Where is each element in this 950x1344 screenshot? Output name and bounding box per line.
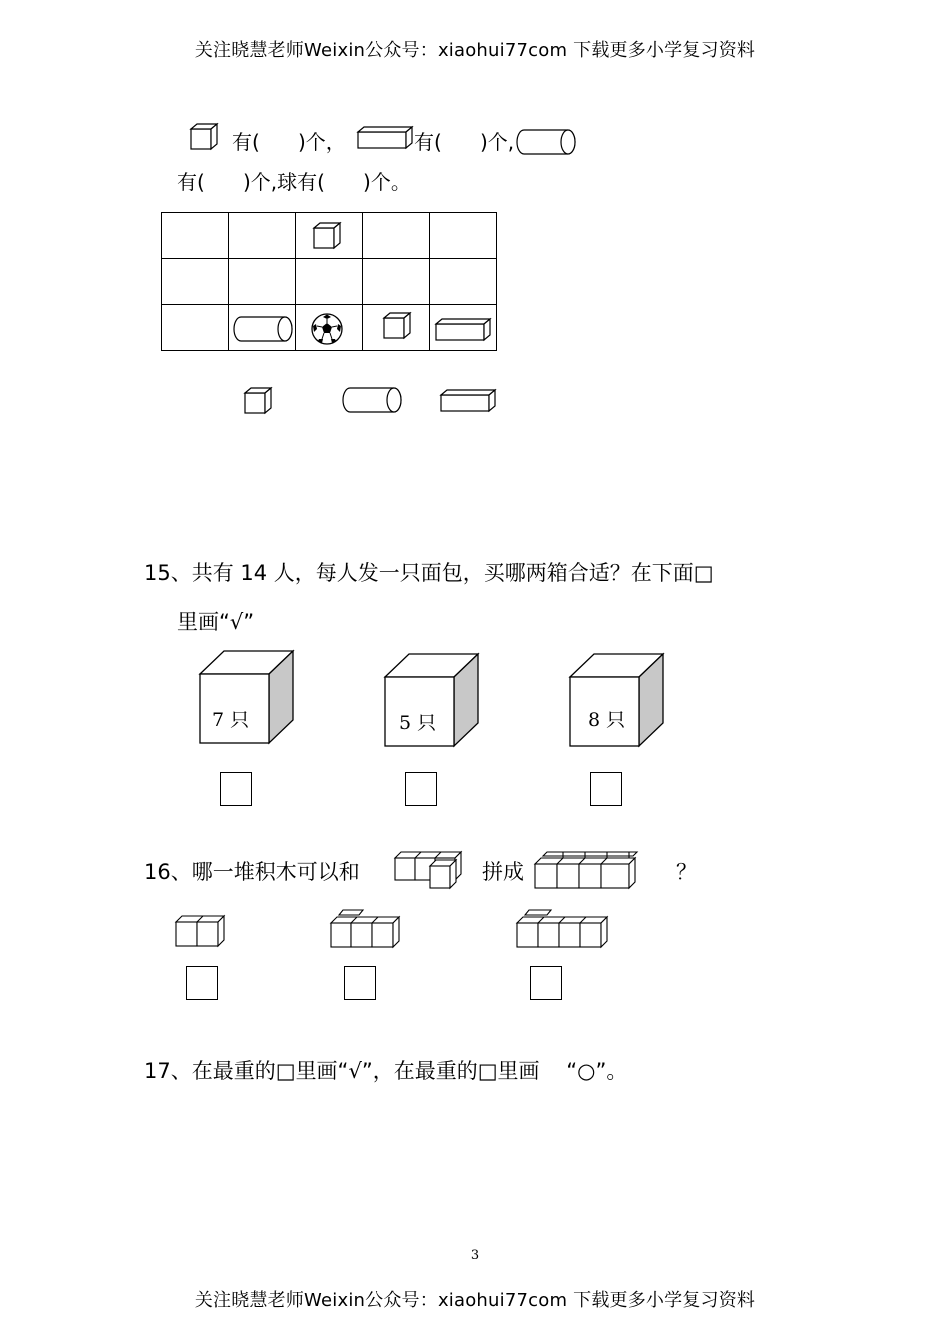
- bread-box-label: 7 只: [212, 709, 250, 731]
- bread-box-icon: [568, 653, 666, 749]
- cuboid-icon: [440, 389, 498, 413]
- soccer-ball-icon: [311, 313, 343, 345]
- q15-line2: 里画“√”: [177, 610, 255, 634]
- q15-line1: 15、共有 14 人，每人发一只面包，买哪两箱合适？在下面□: [144, 561, 714, 585]
- blocks-option-icon: [515, 907, 613, 949]
- q17-line: 17、在最重的□里画“√”，在最重的□里画 “○”。: [144, 1059, 628, 1083]
- page-footer: 关注晓慧老师Weixin公众号：xiaohui77com 下载更多小学复习资料: [194, 1290, 756, 1311]
- q16-text-c: ？: [676, 860, 697, 884]
- q16-text-a: 16、哪一堆积木可以和: [144, 860, 360, 884]
- q14-cuboid-text: 有( )个,: [414, 130, 515, 154]
- answer-box[interactable]: [344, 966, 376, 1000]
- cylinder-icon: [515, 129, 577, 155]
- cube-icon: [383, 312, 413, 340]
- page-number: 3: [470, 1248, 480, 1263]
- answer-box[interactable]: [186, 966, 218, 1000]
- q16-text-b: 拼成: [482, 860, 524, 884]
- bread-box-label: 8 只: [588, 709, 626, 731]
- blocks-icon: [393, 850, 469, 890]
- q14-cylinder-text: 有( )个,球有( )个。: [177, 170, 411, 194]
- bread-box-label: 5 只: [399, 712, 437, 734]
- answer-box[interactable]: [590, 772, 622, 806]
- cuboid-icon: [435, 318, 493, 342]
- answer-box[interactable]: [220, 772, 252, 806]
- page-header: 关注晓慧老师Weixin公众号：xiaohui77com 下载更多小学复习资料: [194, 40, 756, 61]
- answer-box[interactable]: [530, 966, 562, 1000]
- target-blocks-icon: [533, 850, 643, 892]
- cube-icon: [313, 222, 343, 250]
- cylinder-icon: [232, 316, 294, 342]
- cube-icon: [244, 387, 274, 415]
- cuboid-icon: [357, 126, 415, 150]
- cylinder-icon: [341, 387, 403, 413]
- blocks-option-icon: [174, 914, 230, 948]
- blocks-option-icon: [329, 907, 405, 949]
- q14-cube-text: 有( )个，: [232, 130, 346, 154]
- answer-box[interactable]: [405, 772, 437, 806]
- cube-icon: [190, 123, 220, 151]
